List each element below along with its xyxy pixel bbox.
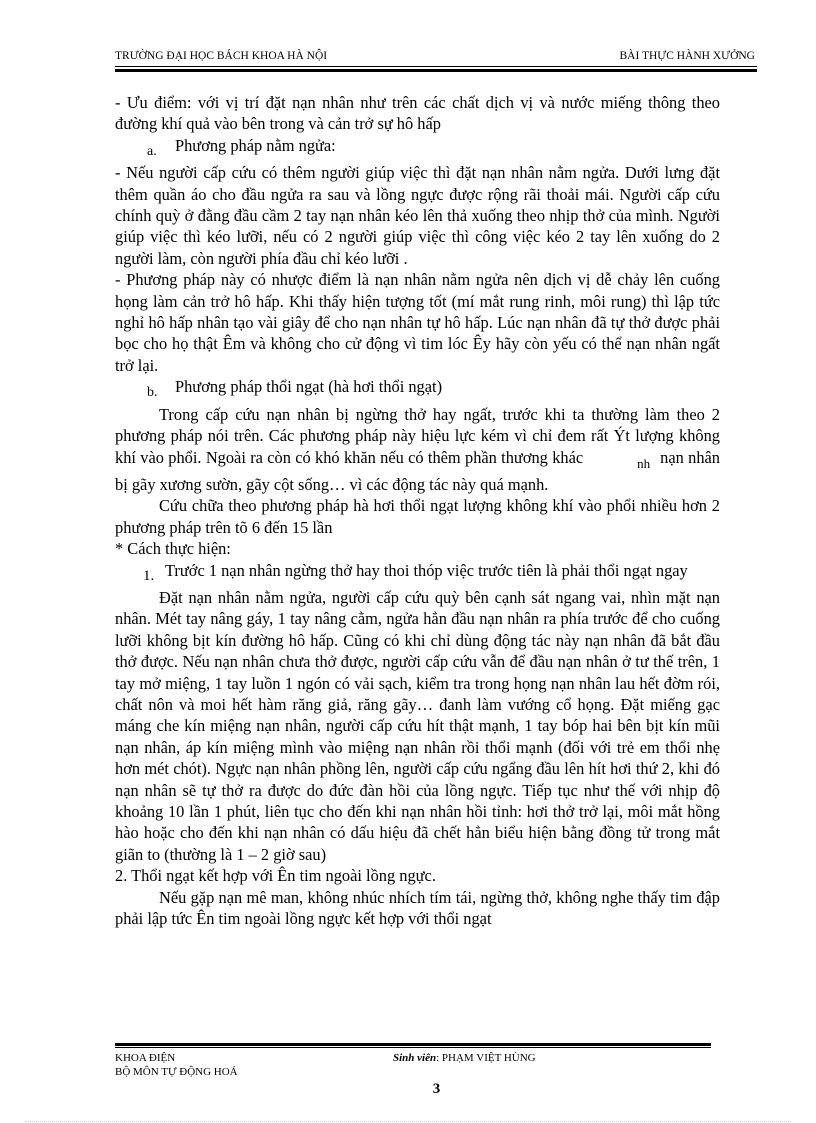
page-number: 3 (432, 1081, 441, 1097)
section-a-title: Phương pháp nằm ngửa: (175, 135, 336, 155)
footer-subdept: BỘ MÔN TỰ ĐỘNG HOÁ (115, 1066, 238, 1078)
paragraph-advantage: - Ưu điểm: với vị trí đặt nạn nhân như trên các chất dịch vị và nước miếng thông theo đường khí quả vào bên trong và cản trở sự hô hấp (115, 93, 720, 134)
paragraph-step-1-detail: Đặt nạn nhân nằm ngửa, người cấp cứu quỳ bên cạnh sát ngang vai, nhìn mặt nạn nhân. Mét tay nâng gáy, 1 tay nâng cằm, ngửa hẳn đầu nạn nhân ra phía trước để cho cuống lưỡi không bịt kín đường hô hấp. Cũng có khi chỉ dùng động tác này nạn nhân đã bắt đầu thở được. Nếu nạn nhân chưa thở được, người cấp cứu vẫn để đầu nạn nhân ở tư thế trên, 1 tay mở miệng, 1 tay luồn 1 ngón có vải sạch, kiểm tra trong họng nạn nhân lau hết đờm rói, chất nôn và moi hết hàm răng giả, răng gãy… đanh làm vướng cổ họng. Đặt miếng gạc máng che kín miệng nạn nhân, người cấp cứu hít thật mạnh, 1 tay bóp hai bên bịt kín mũi nạn nhân, áp kín miệng mình vào miệng nạn nhân rồi thổi mạnh (đối với trẻ em thổi nhẹ hơn mét chót). Ngực nạn nhân phồng lên, người cấp cứu ngẩng đầu lên hít hơi thứ 2, khi đó nạn nhân sẽ tự thở ra được do đức đàn hồi của lồng ngực. Tiếp tục như thế với nhịp độ khoảng 10 lần 1 phút, liên tục cho đến khi nạn nhân hồi tỉnh: hơi thở trở lại, môi mắt hồng hào hoặc cho đến khi nạn nhân có dấu hiệu đã chết hẳn biểu hiện bằng đồng tử trong mắt giãn to (thường là 1 – 2 giờ sau) (115, 587, 720, 864)
step-1-marker: 1. (143, 567, 155, 584)
paragraph-step-2-detail: Nếu gặp nạn mê man, không nhúc nhích tím tái, ngừng thở, không nghe thấy tim đập phải lập tức Ên tim ngoài lồng ngực kết hợp với thổi ngạt (115, 887, 720, 929)
section-b-title: Phương pháp thổi ngạt (hà hơi thổi ngạt) (175, 377, 443, 397)
paragraph-resuscitation-part1: Trong cấp cứu nạn nhân bị ngừng thở hay ngất, trước khi ta thường làm theo 2 phương pháp nói trên. Các phương pháp này hiệu lực kém vì chỉ đem rất Ýt lượng không khí vào phổi. Ngoài ra còn có khó khăn nếu có thêm phần thương khác (115, 404, 720, 467)
footer-dept: KHOA ĐIỆN (115, 1052, 176, 1064)
step-1-text: Trước 1 nạn nhân ngừng thở hay thoi thóp việc trước tiên là phải thổi ngạt ngay (165, 560, 688, 580)
inline-fragment: nh (637, 455, 651, 471)
section-a-marker: a. (147, 143, 157, 159)
page-bottom-border (25, 1121, 791, 1122)
footer-student-label: Sinh viên (393, 1052, 437, 1064)
paragraph-supine-method: - Nếu người cấp cứu có thêm người giúp việc thì đặt nạn nhân nằm ngửa. Dưới lưng đặt thêm quần áo cho đầu ngửa ra sau và lồng ngực được rộng rãi thoải mái. Người cấp cứu chính quỳ ở đằng đầu cầm 2 tay nạn nhân kéo lên thả xuống theo nhịp thở của mình. Người giúp việc thì kéo lưỡi, nếu có 2 người giúp việc thì công việc kéo 2 tay lên xuống do 2 người làm, còn người phía đầu chỉ kéo lưỡi . (115, 163, 720, 268)
section-b-heading (115, 376, 720, 403)
section-b-marker: b. (147, 385, 158, 401)
header-rule-thick (115, 69, 757, 72)
header-course: BÀI THỰC HÀNH XƯỞNG (619, 50, 755, 62)
footer-rule-thin (115, 1047, 711, 1048)
footer-rule-thick (115, 1043, 711, 1046)
document-body (115, 92, 720, 929)
step-2-heading: 2. Thổi ngạt kết hợp với Ên tim ngoài lồng ngực. (115, 866, 436, 886)
footer-student (393, 1051, 536, 1065)
step-1 (115, 560, 720, 587)
header-school: TRƯỜNG ĐẠI HỌC BÁCH KHOA HÀ NỘI (115, 50, 328, 62)
section-a-heading (115, 135, 720, 162)
header-rule-thin (115, 66, 757, 67)
procedure-heading: * Cách thực hiện: (115, 539, 231, 559)
paragraph-disadvantage: - Phương pháp này có nhược điểm là nạn nhân nằm ngửa nên dịch vị dễ chảy lên cuống họng làm cản trở hô hấp. Khi thấy hiện tượng tốt (mí mắt rung rinh, môi rung) thì lập tức nghỉ hô hấp nhân tạo vài giây để cho nạn nhân tự hô hấp. Lúc nạn nhân đã tự thở được phải bọc cho họ thật Êm và không cho cử động vì tim lóc Êy hãy còn yếu có thể nạn nhân ngất trở lại. (115, 270, 720, 375)
paragraph-resuscitation-part2: nạn nhân bị gãy xương sườn, gãy cột sống… vì các động tác này quá mạnh. (115, 447, 720, 494)
page-footer (115, 1051, 715, 1079)
footer-student-name: : PHẠM VIỆT HÙNG (436, 1052, 536, 1064)
paragraph-mouth-to-mouth: Cứu chữa theo phương pháp hà hơi thổi ngạt lượng không khí vào phổi nhiều hơn 2 phương pháp trên tõ 6 đến 15 lần (115, 496, 720, 537)
paragraph-resuscitation-intro (115, 404, 720, 496)
